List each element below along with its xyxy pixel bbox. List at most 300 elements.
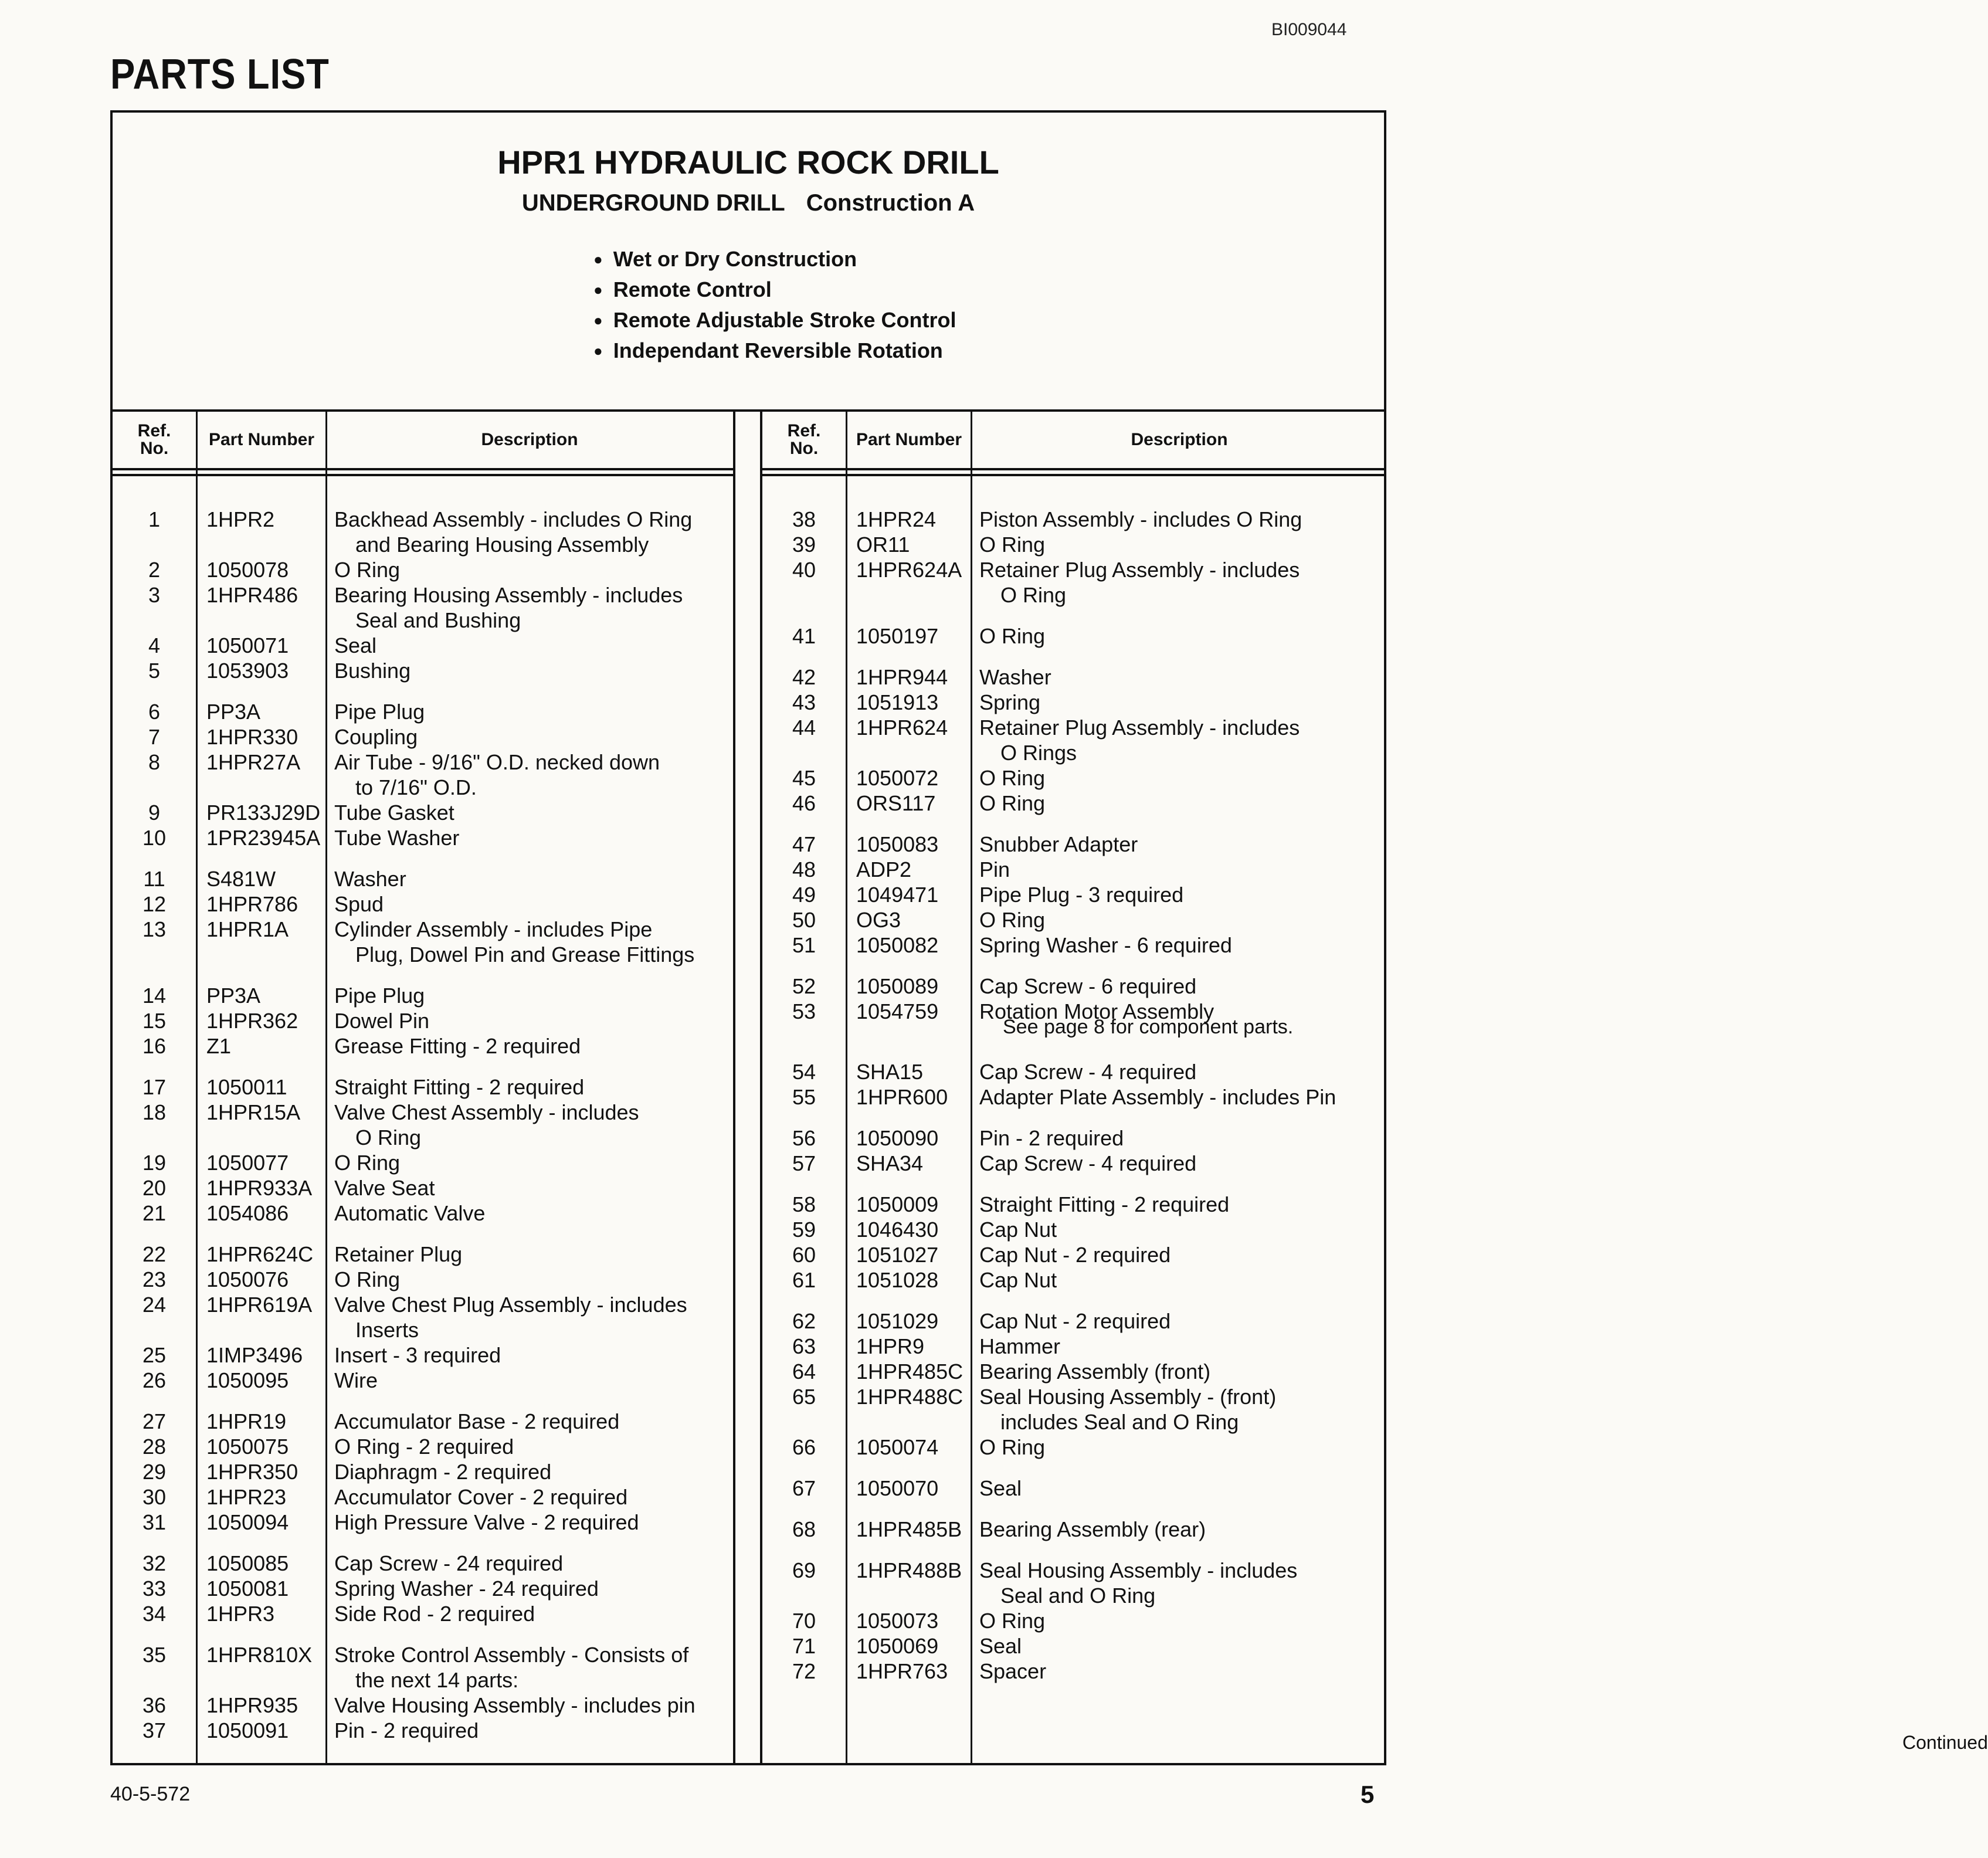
ref-number: 11	[143, 867, 165, 891]
description-line: Bearing Assembly (front)	[979, 1359, 1211, 1384]
page-heading: PARTS LIST	[110, 51, 330, 98]
part-number: ORS117	[856, 791, 936, 815]
part-description	[334, 1008, 429, 1033]
ref-number: 21	[142, 1201, 167, 1225]
part-description	[979, 1217, 1057, 1242]
description-line: Pipe Plug	[334, 984, 425, 1008]
description-line: Dowel Pin	[334, 1009, 430, 1033]
table-header-left	[113, 412, 733, 470]
description-line: Pipe Plug - 3 required	[979, 883, 1184, 907]
part-number: 1051028	[856, 1268, 939, 1292]
description-line: Spring	[979, 690, 1041, 714]
part-description	[334, 1459, 551, 1484]
description-continuation: Seal and O Ring	[1000, 1584, 1156, 1608]
description-header: Description	[481, 430, 578, 449]
part-number: Z1	[206, 1034, 232, 1058]
part-number: 1PR23945A	[206, 826, 321, 850]
description-line: Cap Nut - 2 required	[979, 1243, 1171, 1267]
ref-header-line2: No.	[789, 439, 819, 458]
part-number: 1HPR1A	[206, 917, 289, 941]
description-line: Seal	[979, 1634, 1022, 1658]
part-number: 1050069	[856, 1634, 939, 1658]
ref-number: 68	[792, 1517, 816, 1541]
description-continuation: O Ring	[1000, 583, 1067, 607]
ref-number: 16	[142, 1034, 167, 1058]
part-number: 1050095	[206, 1368, 289, 1392]
part-number: 1051027	[856, 1243, 939, 1267]
ref-header-line2: No.	[140, 439, 169, 458]
ref-header-line1: Ref.	[137, 421, 171, 440]
part-number: 1050089	[856, 974, 939, 998]
description-line: Bushing	[334, 659, 411, 683]
description-line: O Ring - 2 required	[334, 1435, 514, 1459]
description-line: Backhead Assembly - includes O Ring	[334, 507, 693, 531]
description-line: Cap Screw - 24 required	[334, 1551, 564, 1575]
product-subtitle	[113, 190, 1384, 216]
part-description	[334, 1074, 584, 1100]
ref-number: 41	[792, 624, 816, 648]
description-line: Rotation Motor Assembly	[979, 999, 1214, 1023]
description-line: O Ring	[979, 624, 1046, 648]
part-number: 1HPR485C	[856, 1359, 964, 1384]
part-description	[979, 532, 1045, 557]
description-line: Coupling	[334, 725, 418, 749]
part-number: 1049471	[856, 883, 939, 907]
description-line: Tube Gasket	[334, 801, 454, 825]
column-divider	[846, 412, 847, 1763]
part-description	[979, 933, 1232, 958]
description-continuation: Inserts	[355, 1318, 419, 1342]
column-divider	[325, 412, 327, 1763]
ref-no-header	[113, 412, 196, 468]
title-block	[113, 113, 1384, 412]
part-description	[979, 557, 1300, 608]
description-line: Pin - 2 required	[334, 1718, 479, 1742]
part-number: 1HPR27A	[206, 750, 301, 774]
ref-number: 51	[792, 933, 816, 957]
ref-number: 50	[792, 908, 816, 932]
description-line: Cap Screw - 4 required	[979, 1060, 1197, 1084]
part-number: OR11	[856, 533, 910, 557]
description-line: Valve Seat	[334, 1176, 435, 1200]
ref-number: 26	[142, 1368, 167, 1392]
feature-item: ● Independant Reversible Rotation	[593, 335, 956, 366]
table-header-right	[762, 412, 1386, 470]
description-line: Cap Nut	[979, 1268, 1057, 1292]
ref-number: 28	[142, 1435, 167, 1459]
part-description	[979, 1334, 1060, 1359]
description-line: Snubber Adapter	[979, 832, 1138, 856]
part-number: 1HPR624C	[206, 1242, 314, 1266]
part-description	[334, 1409, 619, 1434]
description-line: O Ring	[334, 1151, 401, 1175]
parts-table-right	[762, 412, 1988, 1763]
ref-number: 45	[792, 766, 816, 790]
part-description	[979, 507, 1302, 532]
ref-number: 54	[792, 1060, 816, 1084]
part-number: 1050081	[206, 1576, 289, 1601]
subtitle-construction: Construction A	[806, 190, 975, 216]
part-number-header: Part Number	[856, 430, 962, 449]
continued-label: Continued	[1902, 1732, 1988, 1753]
part-number: SHA34	[856, 1151, 924, 1175]
ref-number: 32	[142, 1551, 167, 1575]
description-line: Side Rod - 2 required	[334, 1602, 535, 1626]
part-description	[334, 983, 425, 1008]
part-number: 1050073	[856, 1609, 939, 1633]
part-description	[334, 1576, 599, 1601]
description-line: Bearing Assembly (rear)	[979, 1517, 1206, 1541]
part-number: 1050070	[856, 1476, 939, 1500]
ref-number: 15	[142, 1009, 167, 1033]
ref-number: 37	[142, 1718, 167, 1742]
part-number: 1046430	[856, 1218, 939, 1242]
part-description	[334, 1693, 696, 1718]
part-number: OG3	[856, 908, 901, 932]
part-description	[979, 1151, 1196, 1176]
part-description	[979, 765, 1045, 791]
part-description	[979, 1517, 1206, 1542]
description-line: Accumulator Cover - 2 required	[334, 1485, 628, 1509]
ref-number: 17	[142, 1075, 167, 1099]
part-description	[334, 582, 683, 633]
description-line: Seal Housing Assembly - includes	[979, 1558, 1298, 1582]
ref-header-line1: Ref.	[787, 421, 821, 440]
part-description	[979, 1192, 1229, 1217]
ref-number: 39	[792, 533, 816, 557]
part-number: 1050094	[206, 1510, 289, 1534]
description-line: Air Tube - 9/16" O.D. necked down	[334, 750, 660, 774]
description-line: Diaphragm - 2 required	[334, 1460, 552, 1484]
part-number: 1HPR9	[856, 1334, 925, 1358]
ref-number: 40	[792, 558, 816, 582]
parts-table-left	[113, 412, 733, 1763]
description-line: Pin - 2 required	[979, 1126, 1124, 1150]
ref-number: 71	[792, 1634, 816, 1658]
ref-number: 53	[792, 999, 816, 1023]
part-number: 1050197	[856, 624, 939, 648]
ref-number: 31	[142, 1510, 167, 1534]
ref-number: 10	[142, 826, 167, 850]
part-description	[334, 658, 411, 683]
description-line: Adapter Plate Assembly - includes Pin	[979, 1085, 1336, 1109]
ref-number: 3	[148, 583, 161, 607]
part-number: 1HPR944	[856, 665, 948, 689]
ref-number: 72	[792, 1659, 816, 1683]
part-description	[979, 791, 1045, 816]
description-line: High Pressure Valve - 2 required	[334, 1510, 639, 1534]
part-description	[979, 974, 1196, 999]
part-number: 1HPR485B	[856, 1517, 962, 1541]
description-line: Valve Housing Assembly - includes pin	[334, 1693, 696, 1717]
ref-no-header	[762, 412, 846, 468]
part-number: 1050071	[206, 633, 289, 657]
ref-number: 49	[792, 883, 816, 907]
description-line: Insert - 3 required	[334, 1343, 501, 1367]
description-line: Seal	[334, 633, 377, 657]
part-number: PP3A	[206, 700, 261, 724]
part-number: 1IMP3496	[206, 1343, 303, 1367]
description-line: Cylinder Assembly - includes Pipe	[334, 917, 653, 941]
part-number: 1HPR786	[206, 892, 298, 916]
feature-list	[593, 244, 956, 366]
description-line: Seal	[979, 1476, 1022, 1500]
ref-number: 2	[148, 558, 161, 582]
description-line: Washer	[334, 867, 406, 891]
ref-number: 18	[142, 1100, 167, 1124]
part-description	[979, 623, 1045, 649]
part-number: 1HPR3	[206, 1602, 275, 1626]
ref-number: 27	[142, 1409, 167, 1433]
ref-number: 9	[148, 801, 161, 825]
part-description	[979, 1359, 1210, 1384]
ref-number: 22	[142, 1242, 167, 1266]
part-number: 1050082	[856, 933, 939, 957]
part-description	[334, 1201, 485, 1226]
component-note: See page 8 for component parts.	[1003, 1016, 1294, 1038]
column-divider	[971, 412, 972, 1763]
description-line: O Ring	[979, 1609, 1046, 1633]
part-description	[334, 750, 660, 800]
column-gutter	[733, 412, 762, 1763]
part-description	[979, 857, 1010, 882]
ref-number: 46	[792, 791, 816, 815]
description-line: O Ring	[979, 908, 1046, 932]
part-number: 1HPR488B	[856, 1558, 962, 1582]
ref-number: 30	[142, 1485, 167, 1509]
description-line: Bearing Housing Assembly - includes	[334, 583, 683, 607]
part-number: 1HPR362	[206, 1009, 298, 1033]
description-line: Retainer Plug Assembly - includes	[979, 558, 1300, 582]
description-line: Spring Washer - 24 required	[334, 1576, 599, 1601]
description-line: Straight Fitting - 2 required	[979, 1192, 1230, 1216]
part-description	[334, 1242, 462, 1267]
part-description	[979, 1558, 1297, 1608]
description-line: Valve Chest Plug Assembly - includes	[334, 1293, 687, 1317]
part-number: 1HPR24	[856, 507, 937, 531]
part-number: 1051029	[856, 1309, 939, 1333]
description-line: Seal Housing Assembly - (front)	[979, 1385, 1277, 1409]
ref-number: 19	[142, 1151, 167, 1175]
part-description	[334, 1100, 639, 1150]
description-line: Valve Chest Assembly - includes	[334, 1100, 639, 1124]
part-description	[334, 917, 694, 967]
part-description	[334, 724, 418, 750]
description-continuation: the next 14 parts:	[355, 1668, 519, 1692]
part-description	[979, 1659, 1046, 1684]
part-description	[334, 1551, 563, 1576]
description-line: Cap Screw - 6 required	[979, 974, 1197, 998]
description-line: Tube Washer	[334, 826, 460, 850]
part-description	[979, 1476, 1022, 1501]
part-number-header: Part Number	[208, 430, 315, 449]
part-number: 1HPR486	[206, 583, 298, 607]
part-description	[979, 882, 1183, 907]
part-description	[979, 1435, 1045, 1460]
ref-number: 64	[792, 1359, 816, 1384]
part-description	[334, 1292, 687, 1342]
part-description	[979, 1059, 1196, 1084]
ref-number: 4	[148, 633, 161, 657]
part-description	[334, 1434, 514, 1459]
part-description	[334, 557, 400, 582]
part-number: 1HPR23	[206, 1485, 287, 1509]
description-line: Cap Screw - 4 required	[979, 1151, 1197, 1175]
description-line: O Ring	[334, 1267, 401, 1291]
ref-number: 12	[142, 892, 167, 916]
description-continuation: Seal and Bushing	[355, 608, 521, 632]
part-number: 1054086	[206, 1201, 289, 1225]
part-number: 1050077	[206, 1151, 289, 1175]
description-line: O Ring	[334, 558, 401, 582]
description-line: Piston Assembly - includes O Ring	[979, 507, 1302, 531]
part-number: PR133J29D	[206, 801, 321, 825]
part-number: 1050072	[856, 766, 939, 790]
ref-number: 23	[142, 1267, 167, 1291]
part-number: 1HPR330	[206, 725, 298, 749]
ref-number: 20	[142, 1176, 167, 1200]
description-line: Cap Nut	[979, 1218, 1057, 1242]
page-number: 5	[1361, 1781, 1375, 1808]
part-number: 1HPR810X	[206, 1643, 313, 1667]
part-description	[979, 690, 1040, 715]
description-line: O Ring	[979, 533, 1046, 557]
part-description	[979, 907, 1045, 933]
description-continuation: Plug, Dowel Pin and Grease Fittings	[355, 942, 695, 967]
description-continuation: O Ring	[355, 1125, 422, 1150]
ref-number: 62	[792, 1309, 816, 1333]
description-line: Automatic Valve	[334, 1201, 486, 1225]
ref-number: 70	[792, 1609, 816, 1633]
description-line: Straight Fitting - 2 required	[334, 1075, 585, 1099]
part-description	[334, 825, 459, 850]
description-line: Pin	[979, 857, 1010, 881]
ref-number: 5	[148, 659, 161, 683]
part-number: 1HPR488C	[856, 1385, 964, 1409]
part-description	[334, 1368, 378, 1393]
part-description	[979, 832, 1138, 857]
description-line: Spud	[334, 892, 384, 916]
ref-number: 63	[792, 1334, 816, 1358]
description-line: O Ring	[979, 791, 1046, 815]
ref-number: 52	[792, 974, 816, 998]
parts-list-frame	[110, 110, 1988, 1765]
part-number: 1050078	[206, 558, 289, 582]
part-number: 1050085	[206, 1551, 289, 1575]
ref-number: 56	[792, 1126, 816, 1150]
description-line: O Ring	[979, 766, 1046, 790]
part-number: SHA15	[856, 1060, 924, 1084]
part-description	[979, 1384, 1276, 1435]
description-continuation: and Bearing Housing Assembly	[355, 533, 649, 557]
part-number: 1HPR600	[856, 1085, 948, 1109]
part-description	[979, 664, 1051, 690]
part-number: ADP2	[856, 857, 912, 881]
ref-number: 59	[792, 1218, 816, 1242]
description-line: Grease Fitting - 2 required	[334, 1034, 581, 1058]
description-line: Cap Nut - 2 required	[979, 1309, 1171, 1333]
part-description	[979, 1242, 1171, 1267]
part-number: 1HPR624A	[856, 558, 962, 582]
part-description	[334, 800, 454, 825]
part-number: 1050011	[206, 1075, 287, 1099]
ref-number: 33	[142, 1576, 167, 1601]
ref-number: 61	[792, 1268, 816, 1292]
ref-number: 57	[792, 1151, 816, 1175]
ref-number: 69	[792, 1558, 816, 1582]
part-description	[979, 1633, 1022, 1659]
subtitle-model: UNDERGROUND DRILL	[521, 190, 785, 216]
part-number: 1050074	[856, 1435, 939, 1459]
ref-number: 36	[142, 1693, 167, 1717]
part-description	[334, 1033, 581, 1059]
part-number: 1HPR19	[206, 1409, 287, 1433]
part-number: 1HPR933A	[206, 1176, 313, 1200]
description-line: O Ring	[979, 1435, 1046, 1459]
part-description	[334, 1150, 400, 1175]
ref-number: 43	[792, 690, 816, 714]
ref-number: 38	[792, 507, 816, 531]
part-description	[334, 699, 425, 724]
part-description	[979, 1125, 1124, 1151]
part-description	[334, 1267, 400, 1292]
ref-number: 58	[792, 1192, 816, 1216]
part-number: 1HPR624	[856, 716, 948, 740]
ref-number: 67	[792, 1476, 816, 1500]
ref-number: 60	[792, 1243, 816, 1267]
description-line: Retainer Plug	[334, 1242, 463, 1266]
description-line: Retainer Plug Assembly - includes	[979, 716, 1300, 740]
description-line: Stroke Control Assembly - Consists of	[334, 1643, 689, 1667]
part-number: 1054759	[856, 999, 939, 1023]
part-number: 1051913	[856, 690, 939, 714]
ref-number: 34	[142, 1602, 167, 1626]
ref-number: 1	[148, 507, 161, 531]
part-description	[334, 1510, 639, 1535]
part-number: 1HPR2	[206, 507, 275, 531]
description-header: Description	[1131, 430, 1228, 449]
ref-number: 29	[142, 1460, 167, 1484]
part-number: 1050090	[856, 1126, 939, 1150]
part-description	[334, 1342, 501, 1368]
part-number: 1050091	[206, 1718, 289, 1742]
ref-number: 35	[142, 1643, 167, 1667]
part-description	[334, 866, 406, 891]
part-description	[334, 1642, 688, 1693]
part-description	[334, 507, 692, 557]
product-title: HPR1 HYDRAULIC ROCK DRILL	[497, 144, 999, 181]
part-description	[979, 1084, 1336, 1110]
part-number: 1HPR763	[856, 1659, 948, 1683]
ref-number: 47	[792, 832, 816, 856]
column-divider	[196, 412, 198, 1763]
part-number: 1HPR619A	[206, 1293, 313, 1317]
part-number: PP3A	[206, 984, 261, 1008]
description-continuation: to 7/16" O.D.	[355, 775, 477, 799]
ref-number: 65	[792, 1385, 816, 1409]
ref-number: 55	[792, 1085, 816, 1109]
footer-document-code: 40-5-572	[110, 1783, 191, 1805]
part-number: 1HPR935	[206, 1693, 298, 1717]
ref-number: 24	[142, 1293, 167, 1317]
ref-number: 25	[142, 1343, 167, 1367]
ref-number: 66	[792, 1435, 816, 1459]
part-description	[979, 1308, 1171, 1334]
description-line: Washer	[979, 665, 1051, 689]
description-line: Pipe Plug	[334, 700, 425, 724]
part-description	[334, 1175, 435, 1201]
feature-item: ● Remote Control	[593, 274, 956, 305]
